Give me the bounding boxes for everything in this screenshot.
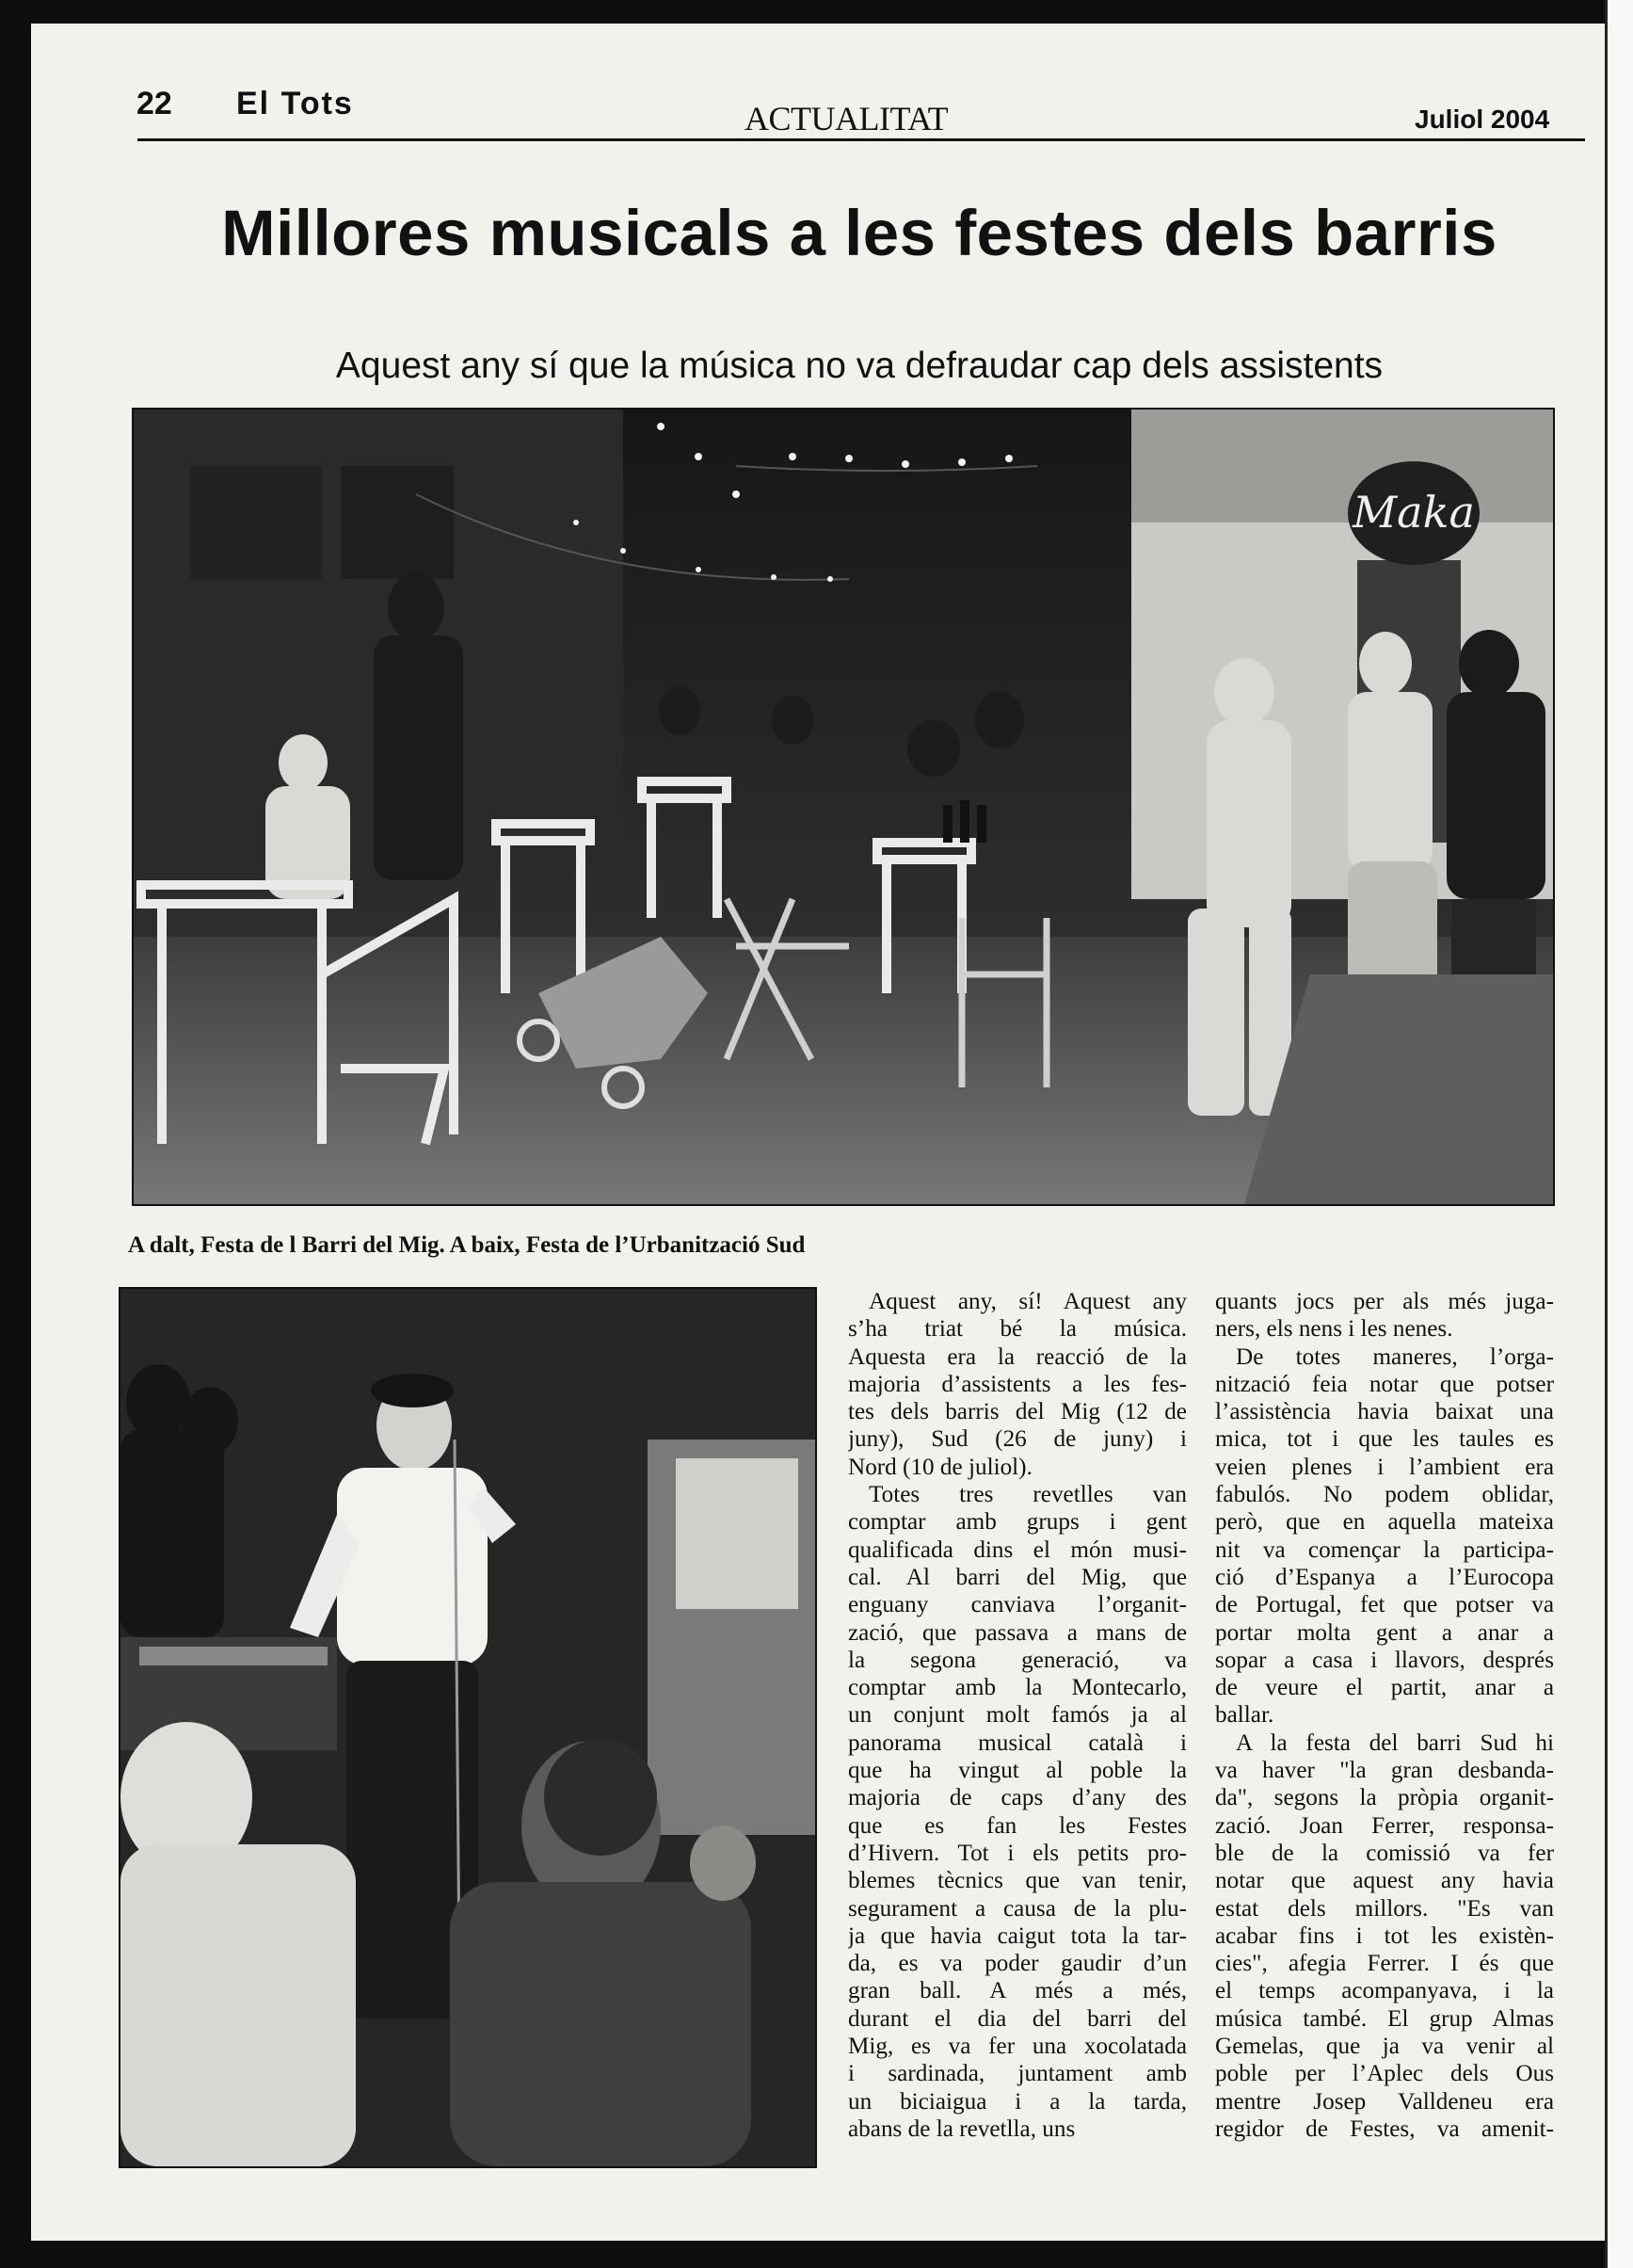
text-line: l’assistència havia baixat una bbox=[1215, 1399, 1554, 1425]
text-line: veien plenes i l’ambient era bbox=[1215, 1454, 1554, 1480]
text-line: tes dels barris del Mig (12 de bbox=[848, 1399, 1187, 1425]
issue-date: Juliol 2004 bbox=[1415, 105, 1550, 134]
text-line: majoria d’assistents a les fes- bbox=[848, 1371, 1187, 1397]
text-line: però, que en aquella mateixa bbox=[1215, 1509, 1554, 1536]
text-line: majoria de caps d’any des bbox=[848, 1785, 1187, 1811]
text-line: qualificada dins el món musi- bbox=[848, 1536, 1187, 1563]
text-line: ners, els nens i les nenes. bbox=[1215, 1316, 1453, 1343]
text-line: De totes maneres, l’orga- bbox=[1236, 1343, 1554, 1370]
adjacent-page-edge bbox=[1605, 0, 1633, 2268]
text-line: acabar fins i tot les existèn- bbox=[1215, 1922, 1554, 1949]
text-line: Aquesta era la reacció de la bbox=[848, 1343, 1187, 1370]
text-line: Mig, es va fer una xocolatada bbox=[848, 2034, 1187, 2060]
text-line: la segona generació, va bbox=[848, 1647, 1187, 1673]
text-line: estat dels millors. "Es van bbox=[1215, 1895, 1554, 1922]
text-line: i sardinada, juntament amb bbox=[848, 2061, 1187, 2087]
article-headline: Millores musicals a les festes dels barris bbox=[221, 197, 1497, 269]
text-line: notar que aquest any havia bbox=[1215, 1868, 1554, 1894]
text-line: da, es va poder gaudir d’un bbox=[848, 1951, 1187, 1977]
text-line: ble de la comissió va fer bbox=[1215, 1840, 1554, 1866]
maka-sign: Maka bbox=[1353, 487, 1475, 538]
text-line: sopar a casa i llavors, després bbox=[1215, 1647, 1554, 1673]
text-line: ballar. bbox=[1215, 1702, 1274, 1729]
singer-photo bbox=[119, 1287, 817, 2168]
newspaper-page bbox=[31, 24, 1605, 2241]
text-line: gran ball. A més a més, bbox=[848, 1978, 1187, 2004]
header-rule bbox=[137, 138, 1585, 141]
text-line: durant el dia del barri del bbox=[848, 2005, 1187, 2032]
text-line: comptar amb la Montecarlo, bbox=[848, 1675, 1187, 1701]
text-line: nit va començar la participa- bbox=[1215, 1536, 1554, 1563]
text-line: cal. Al barri del Mig, que bbox=[848, 1564, 1187, 1590]
text-line: comptar amb grups i gent bbox=[848, 1509, 1187, 1536]
text-line: portar molta gent a anar a bbox=[1215, 1619, 1554, 1646]
text-line: regidor de Festes, va amenit- bbox=[1215, 2115, 1554, 2142]
text-line: juny), Sud (26 de juny) i bbox=[848, 1426, 1187, 1453]
text-line: un conjunt molt famós ja al bbox=[848, 1702, 1187, 1729]
text-line: panorama musical català i bbox=[848, 1729, 1187, 1756]
text-line: zació, que passava a mans de bbox=[848, 1619, 1187, 1646]
text-line: da", segons la pròpia organit- bbox=[1215, 1785, 1554, 1811]
text-line: s’ha triat bé la música. bbox=[848, 1316, 1187, 1343]
text-line: Gemelas, que ja va venir al bbox=[1215, 2034, 1554, 2060]
section-title: ACTUALITAT bbox=[744, 100, 949, 137]
text-line: abans de la revetlla, uns bbox=[848, 2115, 1076, 2142]
text-line: mentre Josep Valldeneu era bbox=[1215, 2088, 1554, 2115]
text-line: segurament a causa de la plu- bbox=[848, 1895, 1187, 1922]
text-line: Aquest any, sí! Aquest any bbox=[869, 1289, 1187, 1314]
publication-name: El Tots bbox=[236, 86, 354, 121]
text-line: A la festa del barri Sud hi bbox=[1236, 1729, 1554, 1756]
text-line: nització feia notar que potser bbox=[1215, 1371, 1554, 1397]
article-subheadline: Aquest any sí que la música no va defraudar cap dels assistents bbox=[335, 346, 1384, 386]
text-line: blemes tècnics que van tenir, bbox=[848, 1868, 1187, 1894]
text-line: zació. Joan Ferrer, responsa- bbox=[1215, 1812, 1554, 1839]
text-line: de veure el partit, anar a bbox=[1215, 1675, 1554, 1701]
street-party-photo bbox=[132, 408, 1555, 1206]
text-line: enguany canviava l’organit- bbox=[848, 1592, 1187, 1618]
text-line: que ha vingut al poble la bbox=[848, 1758, 1187, 1784]
text-line: música també. El grup Almas bbox=[1215, 2005, 1554, 2032]
text-line: d’Hivern. Tot i els petits pro- bbox=[848, 1840, 1187, 1866]
text-line: mica, tot i que les taules es bbox=[1215, 1426, 1554, 1453]
text-line: un biciaigua i a la tarda, bbox=[848, 2088, 1187, 2115]
page-number: 22 bbox=[136, 86, 172, 121]
article-column-3 bbox=[1215, 1288, 1554, 2143]
text-line: poble per l’Aplec dels Ous bbox=[1215, 2061, 1554, 2087]
text-line: quants jocs per als més juga- bbox=[1215, 1289, 1554, 1314]
photo-caption: A dalt, Festa de l Barri del Mig. A baix, Festa de l’Urbanització Sud bbox=[128, 1232, 806, 1258]
text-line: de Portugal, fet que potser va bbox=[1215, 1592, 1554, 1618]
text-line: el temps acompanyava, i la bbox=[1215, 1978, 1554, 2004]
text-line: cies", afegia Ferrer. I és que bbox=[1215, 1951, 1554, 1977]
text-line: ció d’Espanya a l’Eurocopa bbox=[1215, 1564, 1554, 1590]
text-line: va haver "la gran desbanda- bbox=[1215, 1758, 1554, 1784]
text-line: que es fan les Festes bbox=[848, 1812, 1187, 1839]
text-line: fabulós. No podem oblidar, bbox=[1215, 1482, 1554, 1508]
text-line: Totes tres revetlles van bbox=[869, 1482, 1187, 1508]
article-column-2 bbox=[848, 1288, 1187, 2143]
text-line: ja que havia caigut tota la tar- bbox=[848, 1922, 1187, 1949]
text-line: Nord (10 de juliol). bbox=[848, 1454, 1033, 1480]
